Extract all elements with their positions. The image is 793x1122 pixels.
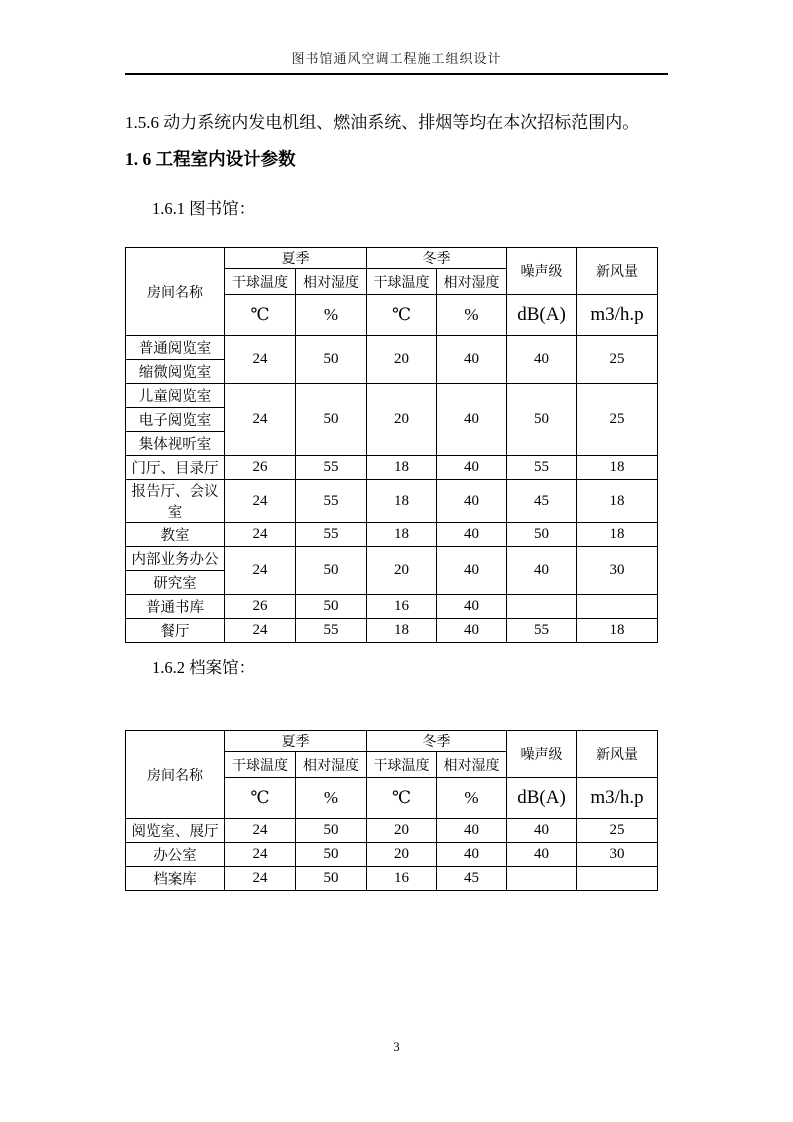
- value-cell: 40: [437, 595, 507, 619]
- value-cell: 55: [507, 456, 577, 480]
- value-cell: 26: [225, 456, 296, 480]
- room-name-cell: 普通书库: [126, 595, 225, 619]
- value-cell: 50: [296, 867, 367, 891]
- value-cell: 25: [577, 336, 658, 384]
- room-name-cell: 研究室: [126, 571, 225, 595]
- fresh-air-header: 新风量: [577, 731, 658, 778]
- value-cell: [507, 867, 577, 891]
- value-cell: 18: [577, 480, 658, 523]
- table-row: [126, 843, 658, 867]
- heading-1-6-1: 1.6.1 图书馆：: [152, 199, 256, 218]
- room-name-header: 房间名称: [126, 248, 225, 336]
- table-row: [126, 336, 658, 360]
- value-cell: 24: [225, 867, 296, 891]
- value-cell: 18: [577, 523, 658, 547]
- value-cell: 26: [225, 595, 296, 619]
- unit-percent: %: [437, 295, 507, 336]
- room-name-header: 房间名称: [126, 731, 225, 819]
- value-cell: 40: [507, 336, 577, 384]
- unit-percent: %: [296, 778, 367, 819]
- room-name-cell: 电子阅览室: [126, 408, 225, 432]
- winter-header: 冬季: [367, 248, 507, 269]
- noise-level-header: 噪声级: [507, 731, 577, 778]
- value-cell: 20: [367, 819, 437, 843]
- value-cell: 16: [367, 867, 437, 891]
- value-cell: 18: [577, 456, 658, 480]
- value-cell: 20: [367, 547, 437, 595]
- value-cell: [577, 595, 658, 619]
- value-cell: 20: [367, 384, 437, 456]
- value-cell: 24: [225, 480, 296, 523]
- unit-decibel: dB(A): [507, 295, 577, 336]
- value-cell: 20: [367, 843, 437, 867]
- winter-humidity-header: 相对湿度: [437, 269, 507, 295]
- unit-percent: %: [437, 778, 507, 819]
- value-cell: 40: [507, 843, 577, 867]
- value-cell: 50: [296, 547, 367, 595]
- noise-level-header: 噪声级: [507, 248, 577, 295]
- value-cell: 20: [367, 336, 437, 384]
- unit-celsius: ℃: [225, 778, 296, 819]
- header-title: 图书馆通风空调工程施工组织设计: [291, 51, 502, 66]
- room-name-cell: 办公室: [126, 843, 225, 867]
- winter-header: 冬季: [367, 731, 507, 752]
- value-cell: 18: [367, 619, 437, 643]
- archive-params-table: [125, 730, 658, 891]
- value-cell: 50: [296, 843, 367, 867]
- value-cell: 40: [437, 480, 507, 523]
- value-cell: 24: [225, 336, 296, 384]
- value-cell: 45: [507, 480, 577, 523]
- value-cell: 40: [437, 523, 507, 547]
- value-cell: 40: [437, 336, 507, 384]
- value-cell: 55: [296, 480, 367, 523]
- value-cell: 50: [296, 819, 367, 843]
- room-name-cell: 餐厅: [126, 619, 225, 643]
- page-number: 3: [393, 1040, 400, 1054]
- unit-airflow: m3/h.p: [577, 778, 658, 819]
- room-name-cell: 缩微阅览室: [126, 360, 225, 384]
- unit-decibel: dB(A): [507, 778, 577, 819]
- value-cell: 24: [225, 523, 296, 547]
- room-name-cell: 教室: [126, 523, 225, 547]
- value-cell: 24: [225, 384, 296, 456]
- archive-table-body: [126, 819, 658, 891]
- value-cell: 40: [507, 547, 577, 595]
- room-name-cell: 门厅、目录厅: [126, 456, 225, 480]
- value-cell: 40: [507, 819, 577, 843]
- room-name-cell: 普通阅览室: [126, 336, 225, 360]
- unit-celsius: ℃: [225, 295, 296, 336]
- table-row: [126, 384, 658, 408]
- table-row: [126, 867, 658, 891]
- fresh-air-header: 新风量: [577, 248, 658, 295]
- table-row: [126, 547, 658, 571]
- value-cell: 40: [437, 384, 507, 456]
- room-name-cell: 集体视听室: [126, 432, 225, 456]
- table-row: [126, 523, 658, 547]
- table-row: [126, 595, 658, 619]
- table-row: [126, 619, 658, 643]
- unit-airflow: m3/h.p: [577, 295, 658, 336]
- value-cell: 30: [577, 843, 658, 867]
- value-cell: 50: [507, 384, 577, 456]
- value-cell: 40: [437, 456, 507, 480]
- archive-table-header: [126, 731, 658, 819]
- header-rule: [125, 73, 668, 75]
- room-name-cell: 儿童阅览室: [126, 384, 225, 408]
- library-params-table: [125, 247, 658, 643]
- paragraph-1-5-6: 1.5.6 动力系统内发电机组、燃油系统、排烟等均在本次招标范围内。: [125, 113, 640, 132]
- summer-dry-bulb-header: 干球温度: [225, 752, 296, 778]
- value-cell: 50: [296, 595, 367, 619]
- value-cell: 18: [367, 456, 437, 480]
- value-cell: 55: [296, 456, 367, 480]
- room-name-cell: 报告厅、会议室: [126, 480, 225, 523]
- library-table-header: [126, 248, 658, 336]
- room-name-cell: 阅览室、展厅: [126, 819, 225, 843]
- value-cell: 18: [367, 480, 437, 523]
- value-cell: 30: [577, 547, 658, 595]
- value-cell: [507, 595, 577, 619]
- library-table-body: [126, 336, 658, 643]
- value-cell: 16: [367, 595, 437, 619]
- table-row: [126, 456, 658, 480]
- summer-header: 夏季: [225, 731, 367, 752]
- value-cell: 40: [437, 843, 507, 867]
- value-cell: 50: [296, 336, 367, 384]
- value-cell: 55: [507, 619, 577, 643]
- value-cell: 45: [437, 867, 507, 891]
- value-cell: 55: [296, 619, 367, 643]
- summer-dry-bulb-header: 干球温度: [225, 269, 296, 295]
- summer-humidity-header: 相对湿度: [296, 269, 367, 295]
- value-cell: 24: [225, 547, 296, 595]
- unit-celsius: ℃: [367, 295, 437, 336]
- table-row: [126, 819, 658, 843]
- value-cell: 50: [507, 523, 577, 547]
- winter-dry-bulb-header: 干球温度: [367, 752, 437, 778]
- value-cell: 55: [296, 523, 367, 547]
- value-cell: 24: [225, 843, 296, 867]
- heading-1-6: 1. 6 工程室内设计参数: [125, 149, 296, 169]
- value-cell: 18: [367, 523, 437, 547]
- value-cell: 24: [225, 819, 296, 843]
- table-row: [126, 480, 658, 523]
- unit-percent: %: [296, 295, 367, 336]
- heading-1-6-2: 1.6.2 档案馆：: [152, 658, 256, 677]
- value-cell: 40: [437, 819, 507, 843]
- value-cell: 18: [577, 619, 658, 643]
- value-cell: 25: [577, 819, 658, 843]
- value-cell: 24: [225, 619, 296, 643]
- room-name-cell: 内部业务办公: [126, 547, 225, 571]
- value-cell: [577, 867, 658, 891]
- winter-humidity-header: 相对湿度: [437, 752, 507, 778]
- room-name-cell: 档案库: [126, 867, 225, 891]
- summer-humidity-header: 相对湿度: [296, 752, 367, 778]
- value-cell: 25: [577, 384, 658, 456]
- value-cell: 50: [296, 384, 367, 456]
- value-cell: 40: [437, 619, 507, 643]
- summer-header: 夏季: [225, 248, 367, 269]
- winter-dry-bulb-header: 干球温度: [367, 269, 437, 295]
- unit-celsius: ℃: [367, 778, 437, 819]
- value-cell: 40: [437, 547, 507, 595]
